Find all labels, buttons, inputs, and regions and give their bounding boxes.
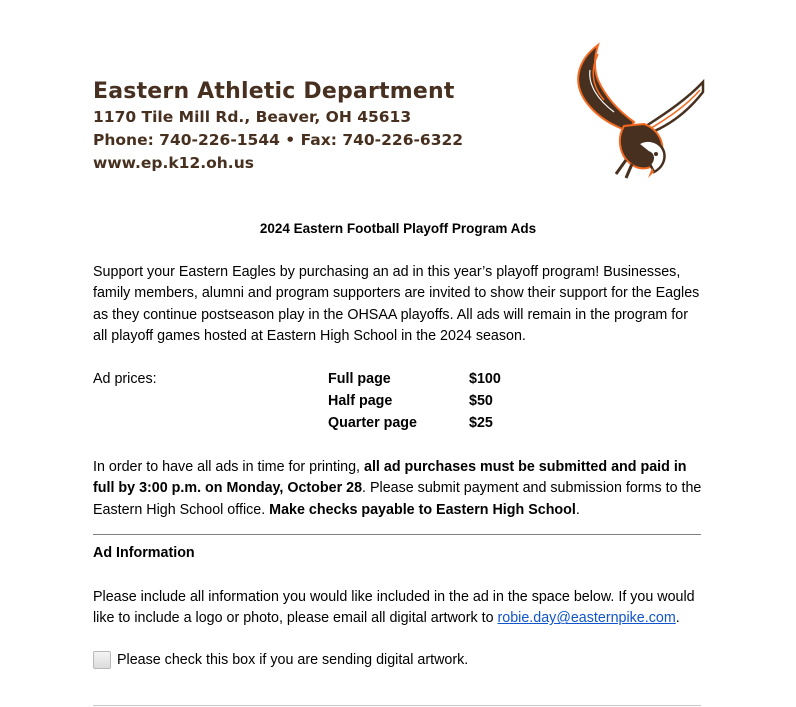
eagle-logo-icon: [568, 40, 708, 180]
deadline-text-2: . Please submit payment and submission forms to the Eastern High School office.: [93, 480, 702, 518]
artwork-checkbox-row[interactable]: [93, 651, 468, 669]
deadline-text-3: .: [575, 501, 580, 518]
price-size: Half page: [328, 393, 393, 409]
letterhead: [93, 78, 463, 175]
price-amount: $100: [469, 371, 501, 387]
price-size: Full page: [328, 371, 391, 387]
ad-prices-label: Ad prices:: [93, 371, 157, 387]
deadline-paragraph: [93, 457, 705, 521]
price-amount: $50: [469, 393, 493, 409]
checks-payable-bold: Make checks payable to Eastern High School: [269, 501, 576, 518]
ad-info-text-end: .: [675, 610, 680, 627]
ad-info-paragraph: [93, 587, 705, 630]
department-name: Eastern Athletic Department: [93, 79, 455, 104]
phone-fax: Phone: 740-226-1544 • Fax: 740-226-6322: [93, 131, 464, 149]
address: 1170 Tile Mill Rd., Beaver, OH 45613: [93, 108, 412, 126]
email-link[interactable]: robie.day@easternpike.com: [497, 610, 676, 627]
deadline-bold: all ad purchases must be submitted and paid in full by 3:00 p.m. on Monday, October 28: [93, 459, 687, 497]
deadline-text: In order to have all ads in time for printing,: [93, 459, 364, 475]
checkbox-label: Please check this box if you are sending digital artwork.: [117, 652, 469, 668]
ad-info-text: Please include all information you would like included in the ad in the space below. If you would like to include a logo or photo, please email all digital artwork to: [93, 589, 695, 627]
divider: [93, 534, 701, 535]
price-amount: $25: [469, 415, 493, 431]
price-size: Quarter page: [328, 415, 417, 431]
divider-bottom: [93, 705, 701, 706]
page-title: 2024 Eastern Football Playoff Program Ads: [259, 221, 537, 236]
intro-paragraph: Support your Eastern Eagles by purchasing an ad in this year’s playoff program! Businesses, family members, alumni and program supporters are invited to show their support for the Eagles as they continue postseason play in the OHSAA playoffs. All ads will remain in the program for all playoff games hosted at Eastern High School in the 2024 season.: [93, 264, 700, 344]
ad-information-heading: Ad Information: [93, 545, 195, 561]
artwork-checkbox[interactable]: [93, 651, 111, 669]
website: www.ep.k12.oh.us: [93, 154, 254, 172]
